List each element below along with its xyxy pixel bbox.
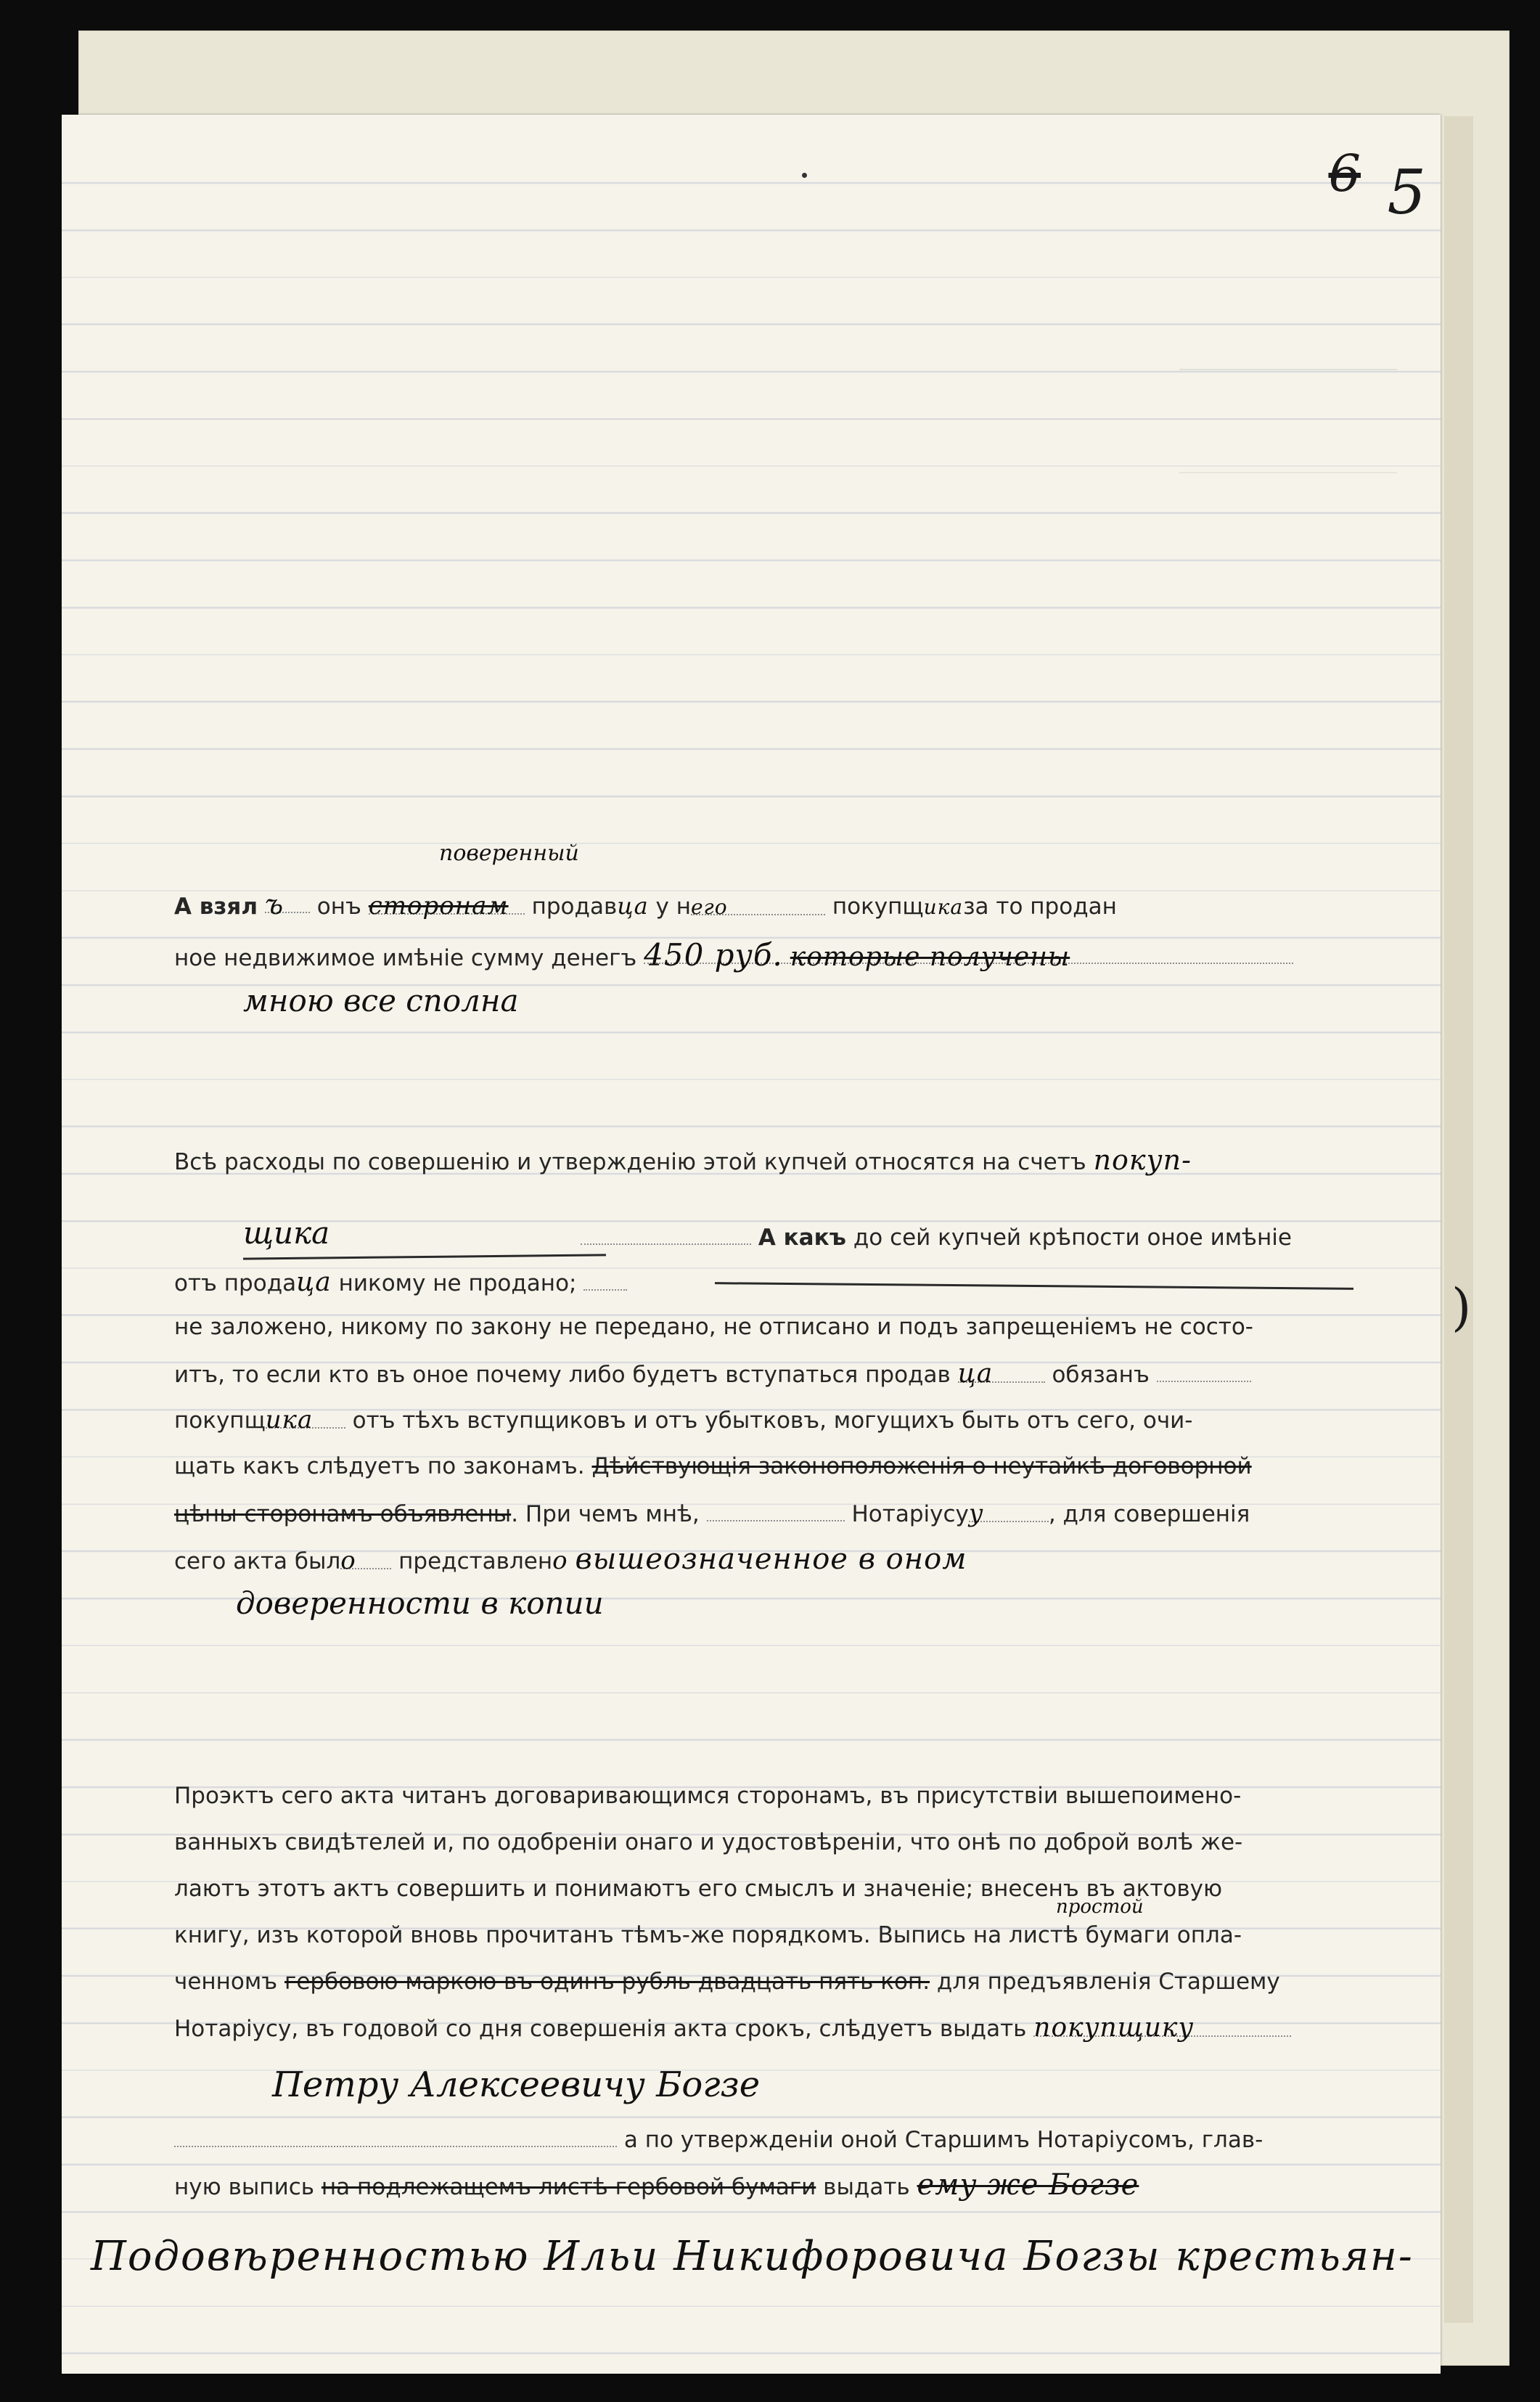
text-presented: представлен <box>398 1548 553 1574</box>
handwritten-footer: Подовѣренностью Ильи Никифоровича Богзы крестьян- <box>91 2233 1414 2280</box>
text-from: у н <box>655 894 691 920</box>
text-and-since: А какъ <box>758 1225 846 1251</box>
blank-field <box>581 1222 751 1245</box>
block3-line7 <box>174 2124 1372 2154</box>
handwritten-document-cont: доверенности в копии <box>236 1585 604 1621</box>
block3-line1: Проэктъ сего акта читанъ договаривающимся сторонамъ, въ присутствіи вышепоимено- <box>174 1783 1242 1809</box>
handwritten-buyer: покуп- <box>1093 1144 1192 1176</box>
text-to-me: . При чемъ мнѣ, <box>511 1501 700 1527</box>
text-for-completion: , для совершенія <box>1048 1501 1250 1527</box>
handwritten-buyer: покупщику <box>1033 2013 1195 2043</box>
block2-line5 <box>174 1359 1372 1389</box>
handwritten-insert-attorney: поверенный <box>439 841 579 866</box>
handwritten-fill: у <box>968 1499 984 1528</box>
text-not-sold: никому не продано; <box>338 1270 577 1296</box>
text-struck-stamp: гербовою маркою въ одинъ рубль двадцать пять коп. <box>284 1969 930 1995</box>
text-sum: ное недвижимое имѣніе сумму денегъ <box>174 945 637 971</box>
block2-line4: не заложено, никому по закону не передано, не отписано и подъ запрещеніемъ не состо- <box>174 1314 1253 1340</box>
block3-line3: лаютъ этотъ актъ совершить и понимаютъ его смыслъ и значеніе; внесенъ въ актовую <box>174 1876 1223 1902</box>
handwritten-fill: ца <box>617 892 649 920</box>
handwritten-document: вышеозначенное в оном <box>575 1543 967 1576</box>
text-act-was: сего акта был <box>174 1548 341 1574</box>
bleed-through <box>1179 369 1397 473</box>
block3-line8 <box>174 2170 1372 2202</box>
text-he: онъ <box>316 894 361 920</box>
handwritten-fill: ика <box>923 895 964 919</box>
blank-field <box>340 1546 391 1575</box>
blank-field <box>707 1498 845 1521</box>
block2-line1 <box>174 1145 1372 1177</box>
blank-field <box>957 1359 1045 1389</box>
back-sheet-edge <box>1444 116 1473 2323</box>
text-obliged: обязанъ <box>1052 1362 1150 1388</box>
text-for-sold: за то продан <box>963 894 1117 920</box>
text-expenses: Всѣ расходы по совершенію и утвержденію этой купчей относятся на счетъ <box>174 1149 1086 1175</box>
ink-dot <box>802 173 807 178</box>
text-from-seller: отъ прода <box>174 1270 297 1296</box>
blank-field <box>690 892 825 919</box>
text-struck-laws: Дѣйствующія законоположенія о неутайкѣ договорной <box>591 1453 1252 1479</box>
block1-line1 <box>174 890 1372 922</box>
handwritten-amount: 450 руб. <box>644 937 783 973</box>
text-after-approval: а по утвержденіи оной Старшимъ Нотаріусомъ, глав- <box>623 2127 1263 2153</box>
handwritten-fill: ца <box>296 1267 332 1297</box>
block1-line2 <box>174 937 1372 973</box>
text-buyer: покупщ <box>832 894 924 920</box>
text-give: выдать <box>823 2174 910 2200</box>
blank-field <box>264 889 310 920</box>
handwritten-line-paid: мною все сполна <box>243 983 519 1018</box>
blank-field <box>368 891 525 920</box>
text-notary-term: Нотаріусу, въ годовой со дня совершенія акта срокъ, слѣдуетъ выдать <box>174 2016 1027 2042</box>
text-notary: Нотаріусу <box>851 1501 969 1527</box>
block2-line2 <box>581 1222 1372 1252</box>
handwritten-fill: ему же Богзе <box>917 2168 1139 2202</box>
text-buyer: покупщ <box>174 1408 266 1434</box>
blank-field <box>644 937 1293 973</box>
text-main-copy: ную выпись <box>174 2174 315 2200</box>
block3-line2: ванныхъ свидѣтелей и, по одобреніи онаго и удостовѣреніи, что онѣ по доброй волѣ же- <box>174 1829 1243 1855</box>
folio-number: 5 <box>1387 157 1426 228</box>
text-deed: до сей купчей крѣпости оное имѣніе <box>853 1225 1292 1251</box>
edge-mark: ) <box>1451 1278 1472 1337</box>
blank-field <box>265 1405 345 1434</box>
text-struck-sheet: на подлежащемъ листѣ гербовой бумаги <box>321 2174 816 2200</box>
text-seller: продав <box>531 894 618 920</box>
handwritten-rule <box>243 1254 606 1259</box>
handwritten-name: Петру Алексеевичу Богзе <box>272 2064 761 2105</box>
handwritten-fill: ика <box>265 1405 314 1434</box>
block3-line5 <box>174 1967 1372 1996</box>
handwritten-fill: сторонам <box>368 891 509 920</box>
blank-field <box>1033 2013 1291 2043</box>
block2-line7 <box>174 1452 1372 1481</box>
handwritten-buyer-cont: щика <box>243 1215 330 1251</box>
text-presentation: для предъявленія Старшему <box>930 1969 1280 1995</box>
handwritten-fill: о <box>552 1546 568 1575</box>
block2-line8 <box>174 1498 1372 1529</box>
handwritten-received: которые получены <box>790 942 1070 972</box>
text-if-anyone: итъ, то если кто въ оное почему либо будетъ вступаться продав <box>174 1362 951 1388</box>
text-from-claimants: отъ тѣхъ вступщиковъ и отъ убытковъ, могущихъ быть отъ сего, очи- <box>352 1408 1193 1434</box>
text-paid: ченномъ <box>174 1969 278 1995</box>
block3-line6 <box>174 2014 1372 2043</box>
handwritten-fill: его <box>690 895 728 919</box>
block2-line9 <box>174 1545 1372 1576</box>
text-struck-price: цѣны сторонамъ объявлены <box>174 1501 512 1527</box>
blank-field <box>583 1267 627 1291</box>
block2-line6 <box>174 1405 1372 1435</box>
blank-field <box>968 1499 1049 1528</box>
text-clear-law: щать какъ слѣдуетъ по законамъ. <box>174 1453 585 1479</box>
cancelled-folio-number: 6 <box>1328 144 1361 203</box>
block3-line4: книгу, изъ которой вновь прочитанъ тѣмъ-же порядкомъ. Выпись на листѣ бумаги опла- <box>174 1922 1242 1948</box>
handwritten-simple: простой <box>1056 1896 1144 1918</box>
text-took: А взял <box>174 894 258 920</box>
handwritten-fill: ъ <box>264 889 284 920</box>
handwritten-fill: ца <box>957 1359 994 1389</box>
document-page <box>62 115 1441 2374</box>
blank-field <box>1157 1359 1251 1382</box>
handwritten-fill: о <box>340 1546 356 1575</box>
blank-field <box>174 2124 617 2147</box>
